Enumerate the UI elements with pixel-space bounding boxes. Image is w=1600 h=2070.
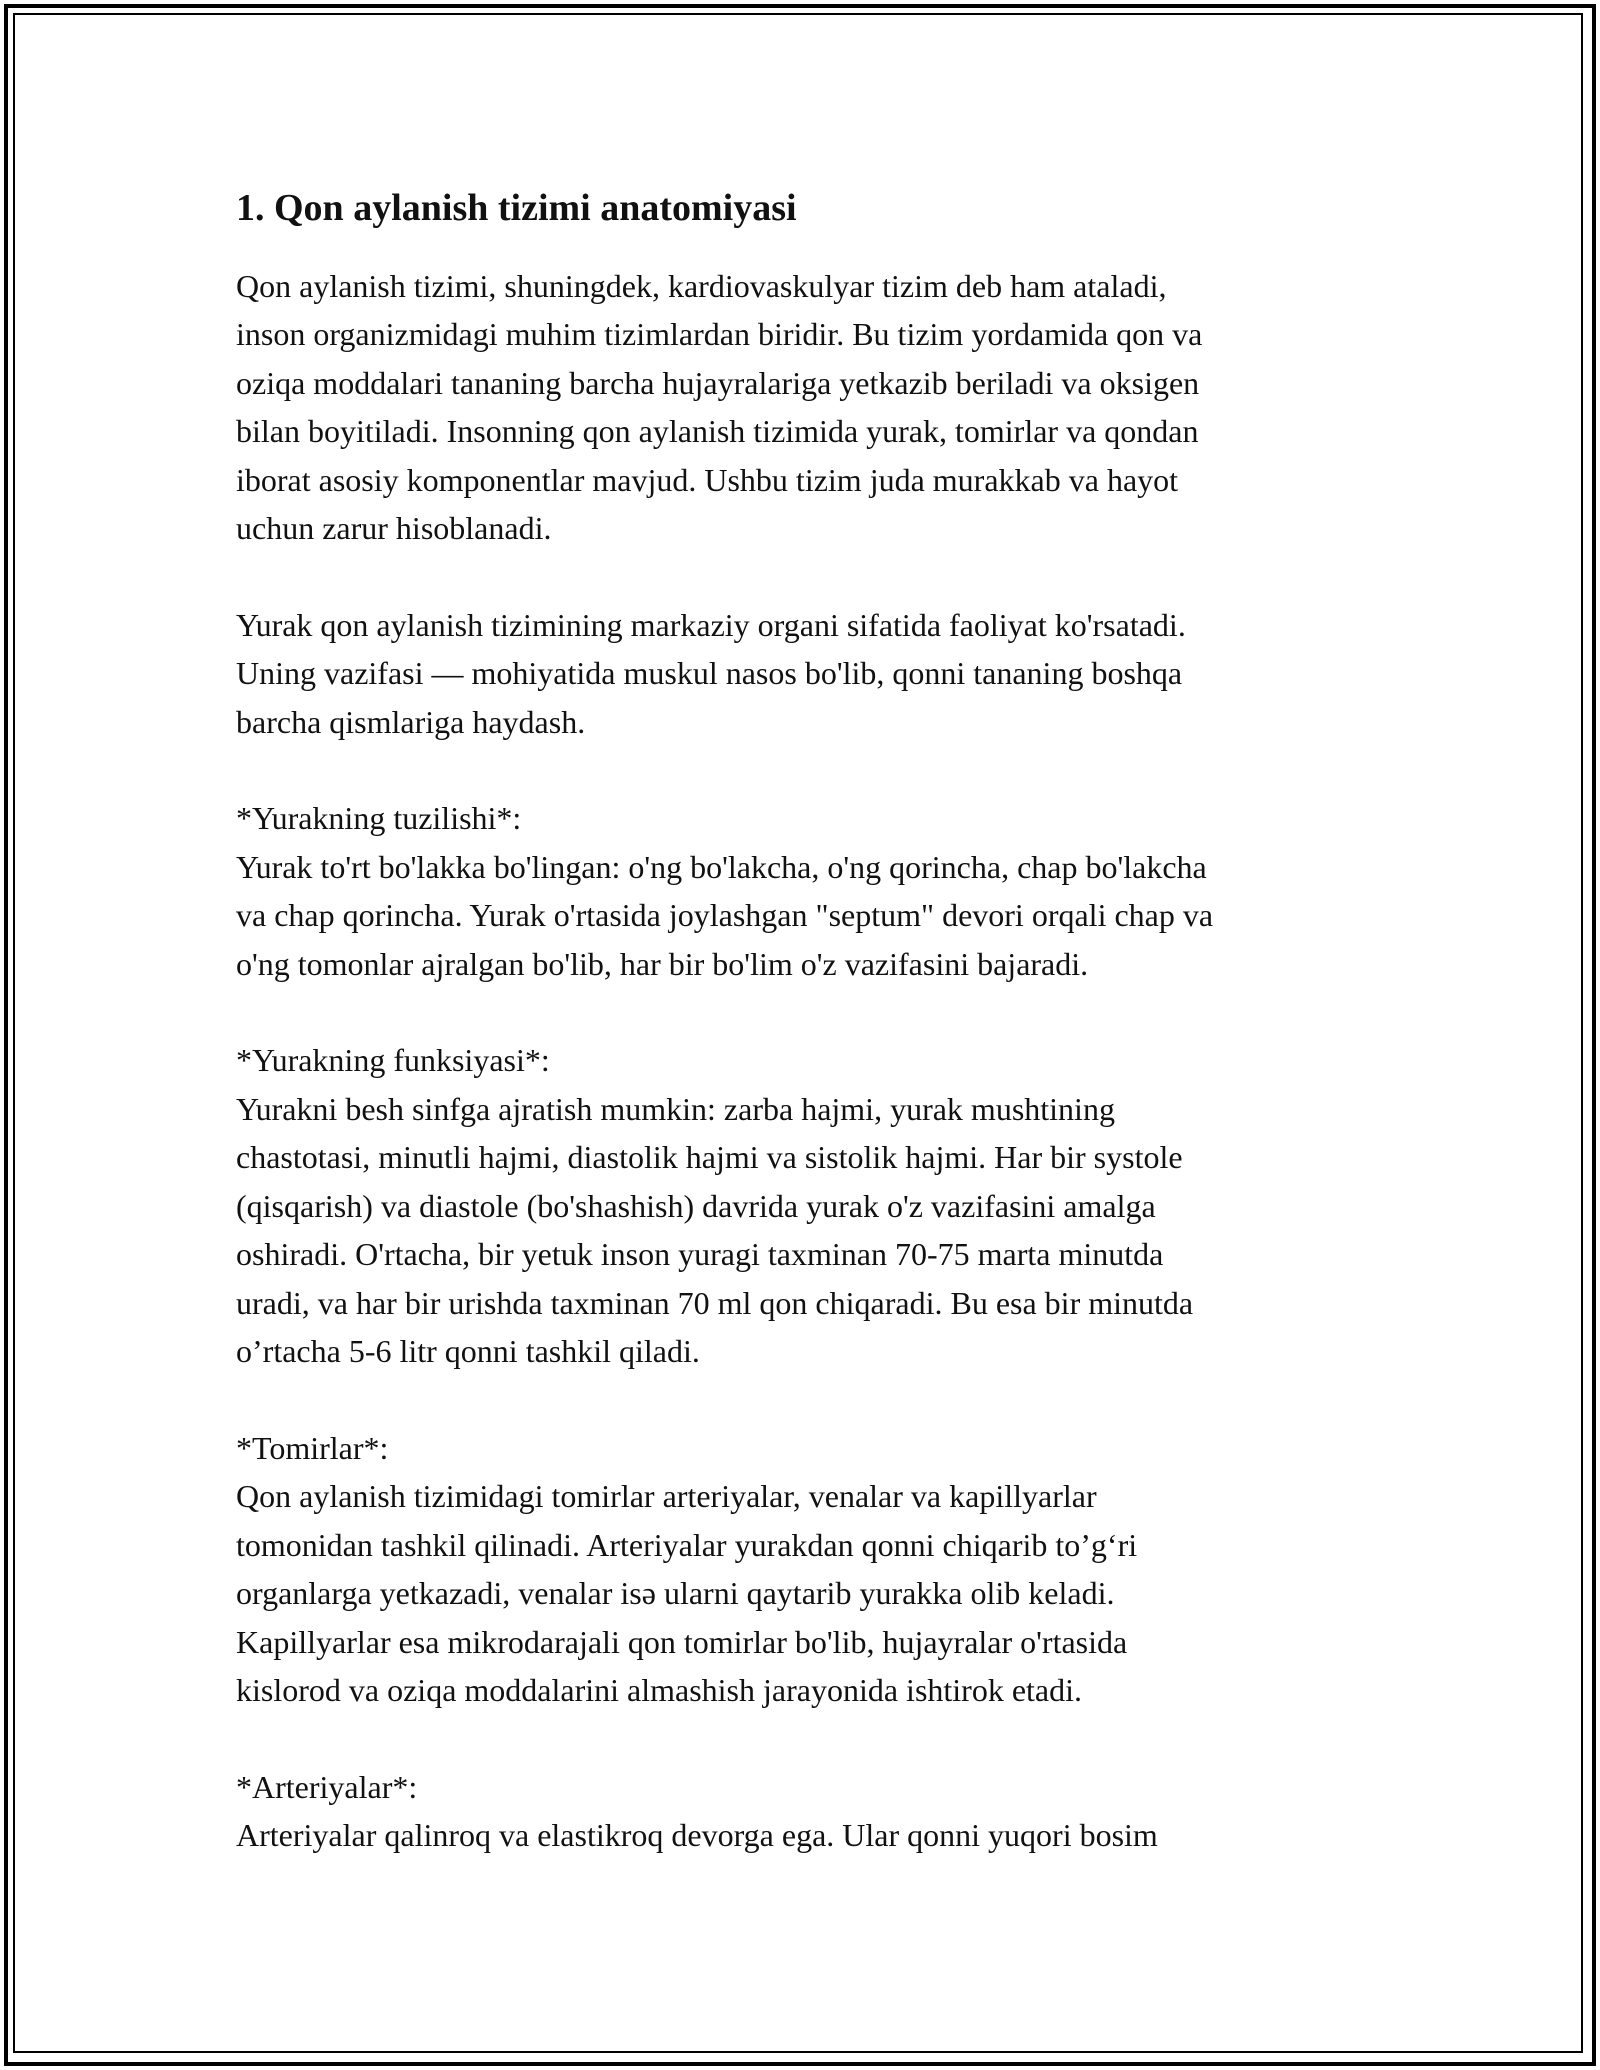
text-line: uradi, va har bir urishda taxminan 70 ml qon chiqaradi. Bu esa bir minutda: [236, 1284, 1194, 1321]
section-arteries: [236, 1763, 1376, 1860]
text-line: Uning vazifasi — mohiyatida muskul nasos bo'lib, qonni tananing boshqa: [236, 655, 1183, 692]
document-page: [236, 186, 1376, 1908]
text-line: chastotasi, minutli hajmi, diastolik hajmi va sistolik hajmi. Har bir systole: [236, 1139, 1183, 1176]
section-body: [236, 1472, 1376, 1715]
text-line: Arteriyalar qalinroq va elastikroq devorga ega. Ular qonni yuqori bosim: [236, 1817, 1158, 1854]
section-vessels: [236, 1424, 1376, 1715]
text-line: Qon aylanish tizimidagi tomirlar arteriyalar, venalar va kapillyarlar: [236, 1478, 1097, 1515]
text-line: barcha qismlariga haydash.: [236, 703, 586, 740]
section-body: [236, 843, 1376, 989]
text-line: (qisqarish) va diastole (bo'shashish) davrida yurak o'z vazifasini amalga: [236, 1187, 1156, 1224]
text-line: kislorod va oziqa moddalarini almashish jarayonida ishtirok etadi.: [236, 1672, 1083, 1709]
text-line: o’rtacha 5-6 litr qonni tashkil qiladi.: [236, 1333, 700, 1370]
section-heart-structure: [236, 794, 1376, 988]
text-line: Qon aylanish tizimi, shuningdek, kardiovaskulyar tizim deb ham ataladi,: [236, 267, 1167, 304]
text-line: organlarga yetkazadi, venalar isə ularni qaytarib yurakka olib keladi.: [236, 1575, 1115, 1612]
text-line: tomonidan tashkil qilinadi. Arteriyalar yurakdan qonni chiqarib to’g‘ri: [236, 1526, 1138, 1563]
section-heading: *Arteriyalar*:: [236, 1768, 418, 1805]
text-line: Kapillyarlar esa mikrodarajali qon tomirlar bo'lib, hujayralar o'rtasida: [236, 1623, 1128, 1660]
section-heading: *Tomirlar*:: [236, 1429, 389, 1466]
section-heading: *Yurakning funksiyasi*:: [236, 1042, 550, 1079]
text-line: iborat asosiy komponentlar mavjud. Ushbu tizim juda murakkab va hayot: [236, 461, 1179, 498]
text-line: Yurak qon aylanish tizimining markaziy organi sifatida faoliyat ko'rsatadi.: [236, 606, 1186, 643]
section-heart-function: [236, 1036, 1376, 1376]
text-line: uchun zarur hisoblanadi.: [236, 510, 552, 547]
text-line: o'ng tomonlar ajralgan bo'lib, har bir bo'lim o'z vazifasini bajaradi.: [236, 945, 1089, 982]
section-heading: *Yurakning tuzilishi*:: [236, 800, 522, 837]
text-line: va chap qorincha. Yurak o'rtasida joylashgan "septum" devori orqali chap va: [236, 897, 1214, 934]
text-line: Yurak to'rt bo'lakka bo'lingan: o'ng bo'lakcha, o'ng qorincha, chap bo'lakcha: [236, 848, 1207, 885]
text-line: Yurakni besh sinfga ajratish mumkin: zarba hajmi, yurak mushtining: [236, 1090, 1115, 1127]
document-title: 1. Qon aylanish tizimi anatomiyasi: [236, 187, 797, 229]
section-body: [236, 1811, 1376, 1860]
intro-paragraph: [236, 262, 1376, 553]
text-line: oziqa moddalari tananing barcha hujayralariga yetkazib beriladi va oksigen: [236, 364, 1200, 401]
text-line: inson organizmidagi muhim tizimlardan biridir. Bu tizim yordamida qon va: [236, 316, 1203, 353]
section-body: [236, 1085, 1376, 1376]
heart-intro-paragraph: [236, 601, 1376, 747]
text-line: oshiradi. O'rtacha, bir yetuk inson yuragi taxminan 70-75 marta minutda: [236, 1236, 1164, 1273]
text-line: bilan boyitiladi. Insonning qon aylanish tizimida yurak, tomirlar va qondan: [236, 413, 1199, 450]
